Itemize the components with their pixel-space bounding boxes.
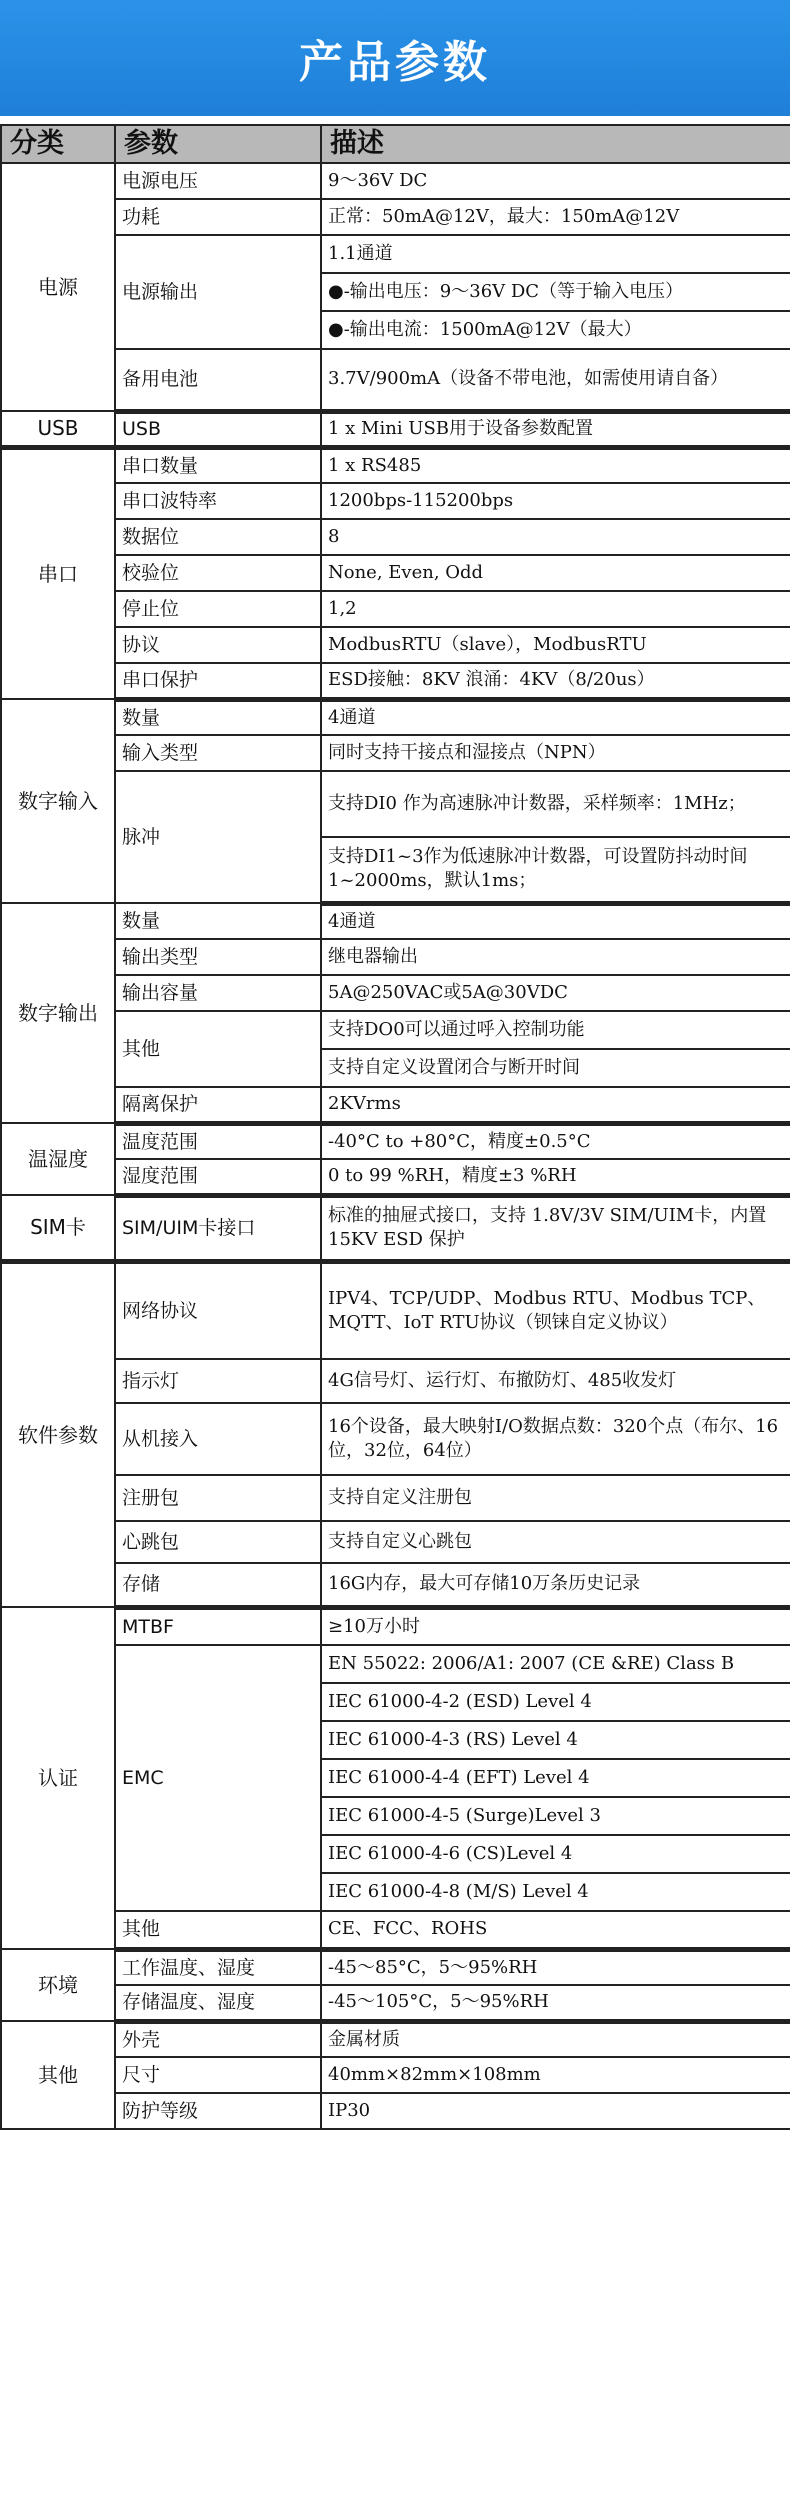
desc-cell: 16个设备，最大映射I/O数据点数：320个点（布尔、16位，32位，64位）: [321, 1403, 790, 1475]
desc-cell: 9～36V DC: [321, 163, 790, 199]
desc-cell: 1200bps-115200bps: [321, 483, 790, 519]
param-cell: 备用电池: [115, 349, 321, 411]
desc-cell: 1 x Mini USB用于设备参数配置: [321, 411, 790, 447]
desc-cell: 支持DI1~3作为低速脉冲计数器，可设置防抖动时间1~2000ms，默认1ms；: [321, 837, 790, 903]
param-cell: 输入类型: [115, 735, 321, 771]
category-digital-input: 数字输入: [1, 699, 115, 903]
table-row: [1, 1261, 790, 1359]
param-cell: 数量: [115, 903, 321, 939]
table-row: [1, 699, 790, 735]
desc-cell: None, Even, Odd: [321, 555, 790, 591]
param-cell: 从机接入: [115, 1403, 321, 1475]
table-row: [1, 199, 790, 235]
desc-cell: 4通道: [321, 699, 790, 735]
table-row: [1, 447, 790, 483]
desc-cell: 同时支持干接点和湿接点（NPN）: [321, 735, 790, 771]
desc-cell: IP30: [321, 2093, 790, 2129]
desc-cell: IPV4、TCP/UDP、Modbus RTU、Modbus TCP、MQTT、IoT RTU协议（钡铼自定义协议）: [321, 1261, 790, 1359]
param-cell: 指示灯: [115, 1359, 321, 1403]
desc-cell: 继电器输出: [321, 939, 790, 975]
param-cell: 校验位: [115, 555, 321, 591]
param-cell: 工作温度、湿度: [115, 1949, 321, 1985]
table-row: [1, 1607, 790, 1645]
category-software: 软件参数: [1, 1261, 115, 1607]
desc-cell: 支持自定义心跳包: [321, 1521, 790, 1563]
banner-gap: [0, 116, 790, 124]
desc-cell: ModbusRTU（slave），ModbusRTU: [321, 627, 790, 663]
desc-cell: 金属材质: [321, 2021, 790, 2057]
table-row: [1, 1159, 790, 1195]
table-row: [1, 555, 790, 591]
desc-cell: 2KVrms: [321, 1087, 790, 1123]
category-usb: USB: [1, 411, 115, 447]
table-row: [1, 627, 790, 663]
param-cell: 其他: [115, 1011, 321, 1087]
param-cell: 心跳包: [115, 1521, 321, 1563]
table-row: [1, 163, 790, 199]
desc-cell: ●-输出电流：1500mA@12V（最大）: [321, 311, 790, 349]
param-cell: EMC: [115, 1645, 321, 1911]
param-cell: 网络协议: [115, 1261, 321, 1359]
param-cell: 湿度范围: [115, 1159, 321, 1195]
table-row: [1, 1403, 790, 1475]
category-power: 电源: [1, 163, 115, 411]
table-row: [1, 519, 790, 555]
table-row: [1, 975, 790, 1011]
desc-cell: 0 to 99 %RH，精度±3 %RH: [321, 1159, 790, 1195]
desc-cell: 4通道: [321, 903, 790, 939]
param-cell: 串口数量: [115, 447, 321, 483]
param-cell: 协议: [115, 627, 321, 663]
spec-table: [0, 124, 790, 2130]
table-row: [1, 2057, 790, 2093]
column-header-parameter: 参数: [115, 125, 321, 163]
desc-cell: ●-输出电压：9～36V DC（等于输入电压）: [321, 273, 790, 311]
param-cell: 输出类型: [115, 939, 321, 975]
table-row: [1, 1911, 790, 1949]
column-header-category: 分类: [1, 125, 115, 163]
param-cell: 其他: [115, 1911, 321, 1949]
table-row: [1, 591, 790, 627]
desc-cell: 支持DO0可以通过呼入控制功能: [321, 1011, 790, 1049]
param-cell: 串口保护: [115, 663, 321, 699]
param-cell: MTBF: [115, 1607, 321, 1645]
table-row: [1, 1985, 790, 2021]
param-cell: 数量: [115, 699, 321, 735]
desc-cell: IEC 61000-4-6 (CS)Level 4: [321, 1835, 790, 1873]
table-row: [1, 939, 790, 975]
table-header-row: [1, 125, 790, 163]
desc-cell: IEC 61000-4-8 (M/S) Level 4: [321, 1873, 790, 1911]
param-cell: 停止位: [115, 591, 321, 627]
desc-cell: 正常：50mA@12V，最大：150mA@12V: [321, 199, 790, 235]
table-row: [1, 735, 790, 771]
category-other: 其他: [1, 2021, 115, 2129]
table-row: [1, 2021, 790, 2057]
param-cell: 存储: [115, 1563, 321, 1607]
param-cell: 串口波特率: [115, 483, 321, 519]
desc-cell: 40mm×82mm×108mm: [321, 2057, 790, 2093]
desc-cell: 支持自定义设置闭合与断开时间: [321, 1049, 790, 1087]
table-row: [1, 235, 790, 273]
category-sim: SIM卡: [1, 1195, 115, 1261]
desc-cell: 8: [321, 519, 790, 555]
desc-cell: 1.1通道: [321, 235, 790, 273]
table-row: [1, 1087, 790, 1123]
table-row: [1, 903, 790, 939]
table-row: [1, 1011, 790, 1049]
desc-cell: ≥10万小时: [321, 1607, 790, 1645]
desc-cell: -40°C to +80°C，精度±0.5°C: [321, 1123, 790, 1159]
param-cell: 电源电压: [115, 163, 321, 199]
param-cell: 存储温度、湿度: [115, 1985, 321, 2021]
desc-cell: IEC 61000-4-2 (ESD) Level 4: [321, 1683, 790, 1721]
param-cell: 外壳: [115, 2021, 321, 2057]
desc-cell: -45～105°C，5～95%RH: [321, 1985, 790, 2021]
desc-cell: 支持DI0 作为高速脉冲计数器，采样频率：1MHz；: [321, 771, 790, 837]
table-row: [1, 1123, 790, 1159]
table-row: [1, 1475, 790, 1521]
param-cell: 温度范围: [115, 1123, 321, 1159]
desc-cell: CE、FCC、ROHS: [321, 1911, 790, 1949]
param-cell: 隔离保护: [115, 1087, 321, 1123]
param-cell: 防护等级: [115, 2093, 321, 2129]
page-title-banner: [0, 0, 790, 116]
table-row: [1, 483, 790, 519]
desc-cell: IEC 61000-4-3 (RS) Level 4: [321, 1721, 790, 1759]
category-digital-output: 数字输出: [1, 903, 115, 1123]
param-cell: SIM/UIM卡接口: [115, 1195, 321, 1261]
desc-cell: 1,2: [321, 591, 790, 627]
desc-cell: 16G内存，最大可存储10万条历史记录: [321, 1563, 790, 1607]
desc-cell: 4G信号灯、运行灯、布撤防灯、485收发灯: [321, 1359, 790, 1403]
category-temp-humidity: 温湿度: [1, 1123, 115, 1195]
param-cell: USB: [115, 411, 321, 447]
desc-cell: EN 55022: 2006/A1: 2007 (CE &RE) Class B: [321, 1645, 790, 1683]
desc-cell: 3.7V/900mA（设备不带电池，如需使用请自备）: [321, 349, 790, 411]
table-row: [1, 1195, 790, 1261]
desc-cell: IEC 61000-4-4 (EFT) Level 4: [321, 1759, 790, 1797]
param-cell: 输出容量: [115, 975, 321, 1011]
table-row: [1, 1645, 790, 1683]
desc-cell: -45～85°C，5～95%RH: [321, 1949, 790, 1985]
table-row: [1, 1521, 790, 1563]
table-row: [1, 1359, 790, 1403]
desc-cell: 支持自定义注册包: [321, 1475, 790, 1521]
table-row: [1, 349, 790, 411]
table-row: [1, 1563, 790, 1607]
column-header-description: 描述: [321, 125, 790, 163]
param-cell: 尺寸: [115, 2057, 321, 2093]
category-environment: 环境: [1, 1949, 115, 2021]
param-cell: 脉冲: [115, 771, 321, 903]
table-row: [1, 2093, 790, 2129]
param-cell: 功耗: [115, 199, 321, 235]
table-row: [1, 663, 790, 699]
category-serial: 串口: [1, 447, 115, 699]
param-cell: 电源输出: [115, 235, 321, 349]
table-row: [1, 411, 790, 447]
desc-cell: 5A@250VAC或5A@30VDC: [321, 975, 790, 1011]
table-row: [1, 1949, 790, 1985]
page-title: 产品参数: [299, 37, 491, 88]
desc-cell: 标准的抽屉式接口，支持 1.8V/3V SIM/UIM卡，内置 15KV ESD 保护: [321, 1195, 790, 1261]
desc-cell: IEC 61000-4-5 (Surge)Level 3: [321, 1797, 790, 1835]
table-row: [1, 771, 790, 837]
param-cell: 数据位: [115, 519, 321, 555]
desc-cell: ESD接触：8KV 浪涌：4KV（8/20us）: [321, 663, 790, 699]
param-cell: 注册包: [115, 1475, 321, 1521]
category-certification: 认证: [1, 1607, 115, 1949]
desc-cell: 1 x RS485: [321, 447, 790, 483]
